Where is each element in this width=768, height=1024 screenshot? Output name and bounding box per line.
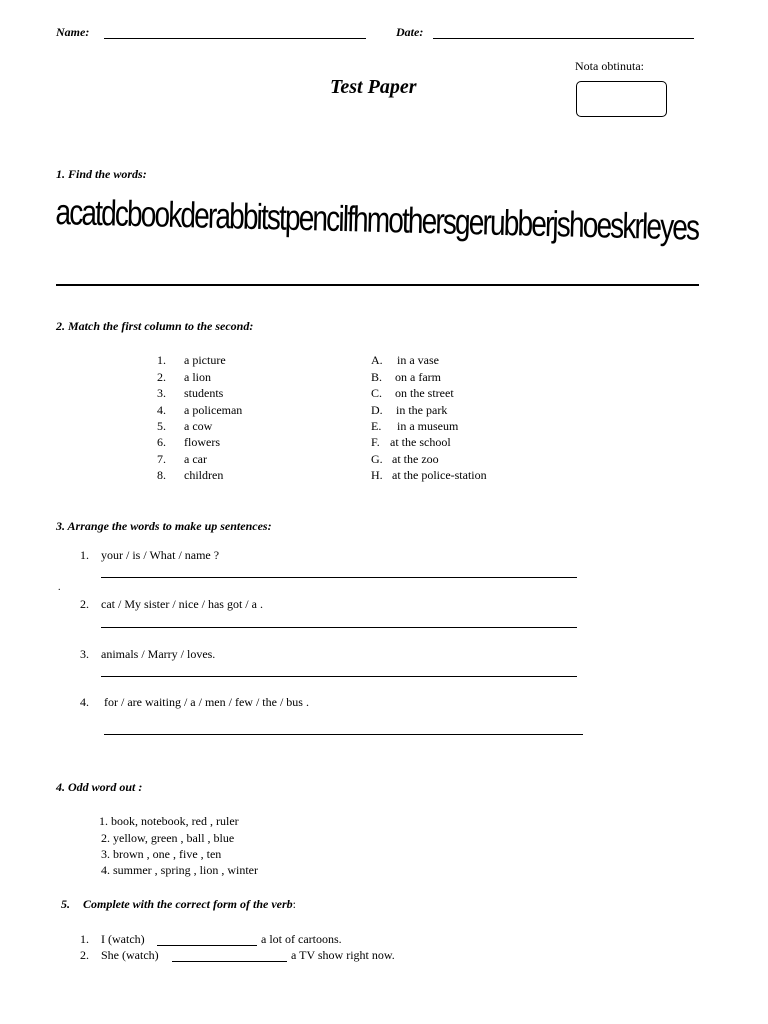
sentence-answer-line[interactable] [101,676,577,677]
verb-answer-line[interactable] [157,945,257,946]
verb-item-prompt: She (watch) [101,948,159,962]
sentence-number: 3. [80,647,89,661]
match-letter: D. [371,403,383,417]
section2-heading: 2. Match the first column to the second: [56,319,254,333]
match-left-item: a car [184,452,207,466]
scrambled-sentence: cat / My sister / nice / has got / a . [101,597,263,611]
verb-item-ending: a TV show right now. [291,948,395,962]
match-letter: C. [371,386,383,400]
match-left-item: a policeman [184,403,243,417]
match-number: 3. [157,386,166,400]
match-right-item: at the police-station [392,468,487,482]
match-left-item: students [184,386,224,400]
odd-word-item: 1. book, notebook, red , ruler [99,814,239,828]
verb-item-prompt: I (watch) [101,932,145,946]
word-puzzle: acatdcbookderabbitstpencilfhmothersgerubberjshoeskrleyes [55,191,699,248]
match-letter: A. [371,353,383,367]
sentence-number: 2. [80,597,89,611]
match-right-item: on the street [395,386,454,400]
grade-box[interactable] [576,81,667,117]
match-right-item: at the school [390,435,451,449]
sentence-number: 1. [80,548,89,562]
section5-heading-text: Complete with the correct form of the verb [83,897,293,911]
match-left-item: children [184,468,224,482]
section5-colon: : [292,897,296,911]
match-number: 8. [157,468,166,482]
match-number: 6. [157,435,166,449]
match-right-item: in a vase [397,353,439,367]
match-right-item: on a farm [395,370,441,384]
odd-word-item: 4. summer , spring , lion , winter [101,863,258,877]
date-label: Date: [396,25,424,39]
odd-word-item: 3. brown , one , five , ten [101,847,222,861]
scrambled-sentence: animals / Marry / loves. [101,647,216,661]
stray-mark: . [58,582,61,593]
odd-word-item: 2. yellow, green , ball , blue [101,831,235,845]
section3-heading: 3. Arrange the words to make up sentences: [56,519,272,533]
match-letter: G. [371,452,383,466]
scrambled-sentence: your / is / What / name ? [101,548,220,562]
section1-answer-line[interactable] [56,284,699,286]
name-label: Name: [56,25,90,39]
date-answer-line[interactable] [433,38,694,39]
match-number: 2. [157,370,166,384]
match-left-item: a lion [184,370,211,384]
section1-heading: 1. Find the words: [56,167,147,181]
match-right-item: in the park [396,403,448,417]
match-number: 1. [157,353,166,367]
sentence-number: 4. [80,695,89,709]
verb-answer-line[interactable] [172,961,287,962]
page-title: Test Paper [330,76,417,98]
match-letter: E. [371,419,382,433]
section4-heading: 4. Odd word out : [56,780,143,794]
grade-label: Nota obtinuta: [575,59,644,73]
verb-item-ending: a lot of cartoons. [261,932,342,946]
match-number: 4. [157,403,166,417]
match-right-item: at the zoo [392,452,439,466]
match-right-item: in a museum [397,419,459,433]
match-letter: F. [371,435,380,449]
name-answer-line[interactable] [104,38,366,39]
match-letter: H. [371,468,383,482]
scrambled-sentence: for / are waiting / a / men / few / the / bus . [104,695,309,709]
match-number: 5. [157,419,166,433]
verb-item-number: 1. [80,932,89,946]
match-left-item: flowers [184,435,220,449]
sentence-answer-line[interactable] [101,577,577,578]
match-number: 7. [157,452,166,466]
sentence-answer-line[interactable] [104,734,583,735]
verb-item-number: 2. [80,948,89,962]
section5-heading [83,897,296,912]
section5-number: 5. [61,897,70,911]
sentence-answer-line[interactable] [101,627,577,628]
match-letter: B. [371,370,383,384]
match-left-item: a picture [184,353,226,367]
match-left-item: a cow [184,419,213,433]
